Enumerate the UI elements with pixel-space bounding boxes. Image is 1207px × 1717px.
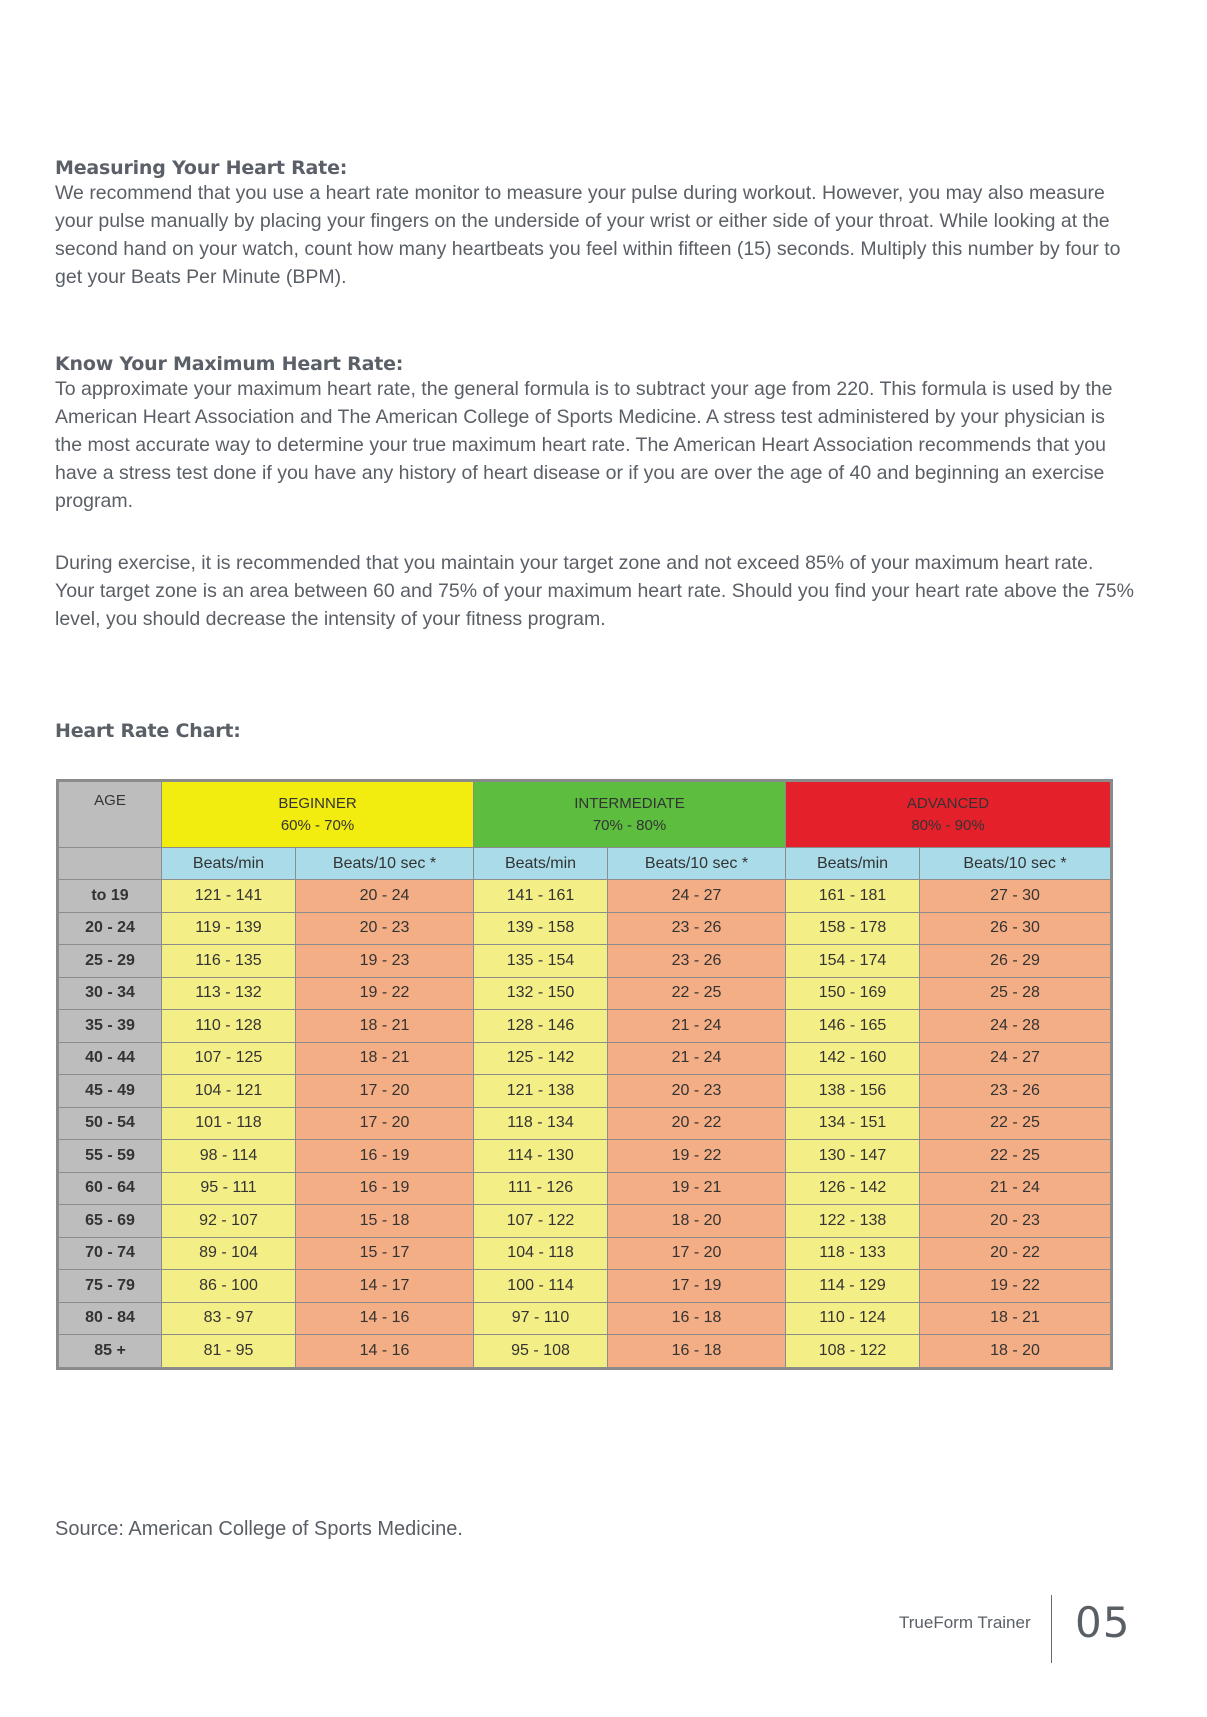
source-note: Source: American College of Sports Medicine. xyxy=(55,1518,463,1540)
advanced-10sec-cell: 20 - 23 xyxy=(920,1205,1111,1238)
table-row xyxy=(59,1140,1111,1173)
beginner-bpm-cell: 107 - 125 xyxy=(162,1042,296,1075)
beginner-10sec-cell: 17 - 20 xyxy=(296,1107,474,1140)
table-row xyxy=(59,1010,1111,1043)
advanced-bpm-cell: 118 - 133 xyxy=(786,1237,920,1270)
table-row xyxy=(59,977,1111,1010)
intermediate-bpm-cell: 95 - 108 xyxy=(474,1335,608,1368)
advanced-bpm-cell: 146 - 165 xyxy=(786,1010,920,1043)
group-range: 60% - 70% xyxy=(280,816,355,834)
table-row xyxy=(59,1237,1111,1270)
advanced-10sec-cell: 19 - 22 xyxy=(920,1270,1111,1303)
advanced-bpm-cell: 142 - 160 xyxy=(786,1042,920,1075)
beginner-10sec-cell: 14 - 16 xyxy=(296,1302,474,1335)
beginner-10sec-cell: 20 - 24 xyxy=(296,880,474,913)
age-cell: 55 - 59 xyxy=(59,1140,162,1173)
subheader-beats-10sec: Beats/10 sec * xyxy=(920,848,1111,880)
section-max-heart-rate xyxy=(55,353,1135,515)
age-cell: 70 - 74 xyxy=(59,1237,162,1270)
intermediate-10sec-cell: 23 - 26 xyxy=(608,945,786,978)
advanced-10sec-cell: 18 - 21 xyxy=(920,1302,1111,1335)
table-row xyxy=(59,1270,1111,1303)
page-number: 05 xyxy=(1075,1598,1131,1647)
table-row xyxy=(59,1302,1111,1335)
advanced-bpm-cell: 150 - 169 xyxy=(786,977,920,1010)
group-header-beginner xyxy=(162,782,474,848)
table-row xyxy=(59,1107,1111,1140)
intermediate-bpm-cell: 100 - 114 xyxy=(474,1270,608,1303)
intermediate-10sec-cell: 21 - 24 xyxy=(608,1042,786,1075)
beginner-10sec-cell: 15 - 17 xyxy=(296,1237,474,1270)
beginner-10sec-cell: 14 - 17 xyxy=(296,1270,474,1303)
beginner-10sec-cell: 17 - 20 xyxy=(296,1075,474,1108)
section-exercise xyxy=(55,549,1135,633)
age-header: AGE xyxy=(59,782,162,848)
intermediate-bpm-cell: 139 - 158 xyxy=(474,912,608,945)
advanced-10sec-cell: 20 - 22 xyxy=(920,1237,1111,1270)
beginner-10sec-cell: 18 - 21 xyxy=(296,1010,474,1043)
beginner-10sec-cell: 19 - 22 xyxy=(296,977,474,1010)
age-cell: 85 + xyxy=(59,1335,162,1368)
intermediate-bpm-cell: 97 - 110 xyxy=(474,1302,608,1335)
advanced-10sec-cell: 22 - 25 xyxy=(920,1140,1111,1173)
beginner-10sec-cell: 16 - 19 xyxy=(296,1140,474,1173)
paragraph-measuring: We recommend that you use a heart rate monitor to measure your pulse during workout. However, you may also measure your pulse manually by placing your fingers on the underside of your wrist or either side of your throat. While looking at the second hand on your watch, count how many heartbeats you feel within fifteen (15) seconds. Multiply this number by four to get your Beats Per Minute (BPM). xyxy=(55,182,1121,288)
age-cell: 25 - 29 xyxy=(59,945,162,978)
intermediate-bpm-cell: 121 - 138 xyxy=(474,1075,608,1108)
subheader-beats-min: Beats/min xyxy=(786,848,920,880)
intermediate-10sec-cell: 19 - 21 xyxy=(608,1172,786,1205)
intermediate-10sec-cell: 18 - 20 xyxy=(608,1205,786,1238)
beginner-bpm-cell: 101 - 118 xyxy=(162,1107,296,1140)
intermediate-bpm-cell: 107 - 122 xyxy=(474,1205,608,1238)
beginner-10sec-cell: 15 - 18 xyxy=(296,1205,474,1238)
intermediate-10sec-cell: 21 - 24 xyxy=(608,1010,786,1043)
advanced-10sec-cell: 23 - 26 xyxy=(920,1075,1111,1108)
age-cell: 35 - 39 xyxy=(59,1010,162,1043)
heading-heart-rate-chart: Heart Rate Chart: xyxy=(55,720,241,742)
age-cell: 75 - 79 xyxy=(59,1270,162,1303)
age-cell: 45 - 49 xyxy=(59,1075,162,1108)
beginner-10sec-cell: 20 - 23 xyxy=(296,912,474,945)
age-cell: 50 - 54 xyxy=(59,1107,162,1140)
heading-measuring: Measuring Your Heart Rate: xyxy=(55,157,348,179)
paragraph-max-heart-rate: To approximate your maximum heart rate, the general formula is to subtract your age from 220. This formula is used by the American Heart Association and The American College of Sports Medicine. A stress test administered by your physician is the most accurate way to determine your true maximum heart rate. The American Heart Association recommends that you have a stress test done if you have any history of heart disease or if you are over the age of 40 and beginning an exercise program. xyxy=(55,378,1113,512)
group-header-intermediate xyxy=(474,782,786,848)
subheader-beats-min: Beats/min xyxy=(162,848,296,880)
beginner-bpm-cell: 83 - 97 xyxy=(162,1302,296,1335)
beginner-bpm-cell: 98 - 114 xyxy=(162,1140,296,1173)
table-row xyxy=(59,1172,1111,1205)
beginner-bpm-cell: 110 - 128 xyxy=(162,1010,296,1043)
advanced-bpm-cell: 161 - 181 xyxy=(786,880,920,913)
beginner-10sec-cell: 16 - 19 xyxy=(296,1172,474,1205)
intermediate-bpm-cell: 111 - 126 xyxy=(474,1172,608,1205)
intermediate-10sec-cell: 16 - 18 xyxy=(608,1335,786,1368)
advanced-10sec-cell: 18 - 20 xyxy=(920,1335,1111,1368)
advanced-bpm-cell: 108 - 122 xyxy=(786,1335,920,1368)
table-row xyxy=(59,880,1111,913)
table-row xyxy=(59,1205,1111,1238)
subheader-beats-10sec: Beats/10 sec * xyxy=(608,848,786,880)
beginner-bpm-cell: 113 - 132 xyxy=(162,977,296,1010)
subheader-beats-min: Beats/min xyxy=(474,848,608,880)
intermediate-bpm-cell: 141 - 161 xyxy=(474,880,608,913)
table-body xyxy=(59,880,1111,1368)
advanced-10sec-cell: 26 - 29 xyxy=(920,945,1111,978)
age-cell: to 19 xyxy=(59,880,162,913)
intermediate-10sec-cell: 23 - 26 xyxy=(608,912,786,945)
intermediate-10sec-cell: 22 - 25 xyxy=(608,977,786,1010)
advanced-bpm-cell: 134 - 151 xyxy=(786,1107,920,1140)
intermediate-bpm-cell: 114 - 130 xyxy=(474,1140,608,1173)
beginner-bpm-cell: 116 - 135 xyxy=(162,945,296,978)
group-range: 70% - 80% xyxy=(592,816,667,834)
intermediate-bpm-cell: 118 - 134 xyxy=(474,1107,608,1140)
intermediate-10sec-cell: 16 - 18 xyxy=(608,1302,786,1335)
age-cell: 60 - 64 xyxy=(59,1172,162,1205)
advanced-bpm-cell: 126 - 142 xyxy=(786,1172,920,1205)
advanced-10sec-cell: 26 - 30 xyxy=(920,912,1111,945)
paragraph-exercise: During exercise, it is recommended that you maintain your target zone and not exceed 85% of your maximum heart rate. Your target zone is an area between 60 and 75% of your maximum heart rate. Should you find your heart rate above the 75% level, you should decrease the intensity of your fitness program. xyxy=(55,552,1134,630)
subheader-beats-10sec: Beats/10 sec * xyxy=(296,848,474,880)
table-row xyxy=(59,912,1111,945)
intermediate-bpm-cell: 104 - 118 xyxy=(474,1237,608,1270)
intermediate-10sec-cell: 20 - 22 xyxy=(608,1107,786,1140)
advanced-10sec-cell: 22 - 25 xyxy=(920,1107,1111,1140)
beginner-bpm-cell: 119 - 139 xyxy=(162,912,296,945)
age-cell: 65 - 69 xyxy=(59,1205,162,1238)
group-name: BEGINNER xyxy=(278,794,357,812)
table-row xyxy=(59,1075,1111,1108)
heading-max-heart-rate: Know Your Maximum Heart Rate: xyxy=(55,353,404,375)
group-name: ADVANCED xyxy=(906,794,990,812)
advanced-10sec-cell: 21 - 24 xyxy=(920,1172,1111,1205)
footer-brand: TrueForm Trainer xyxy=(899,1613,1031,1632)
beginner-bpm-cell: 81 - 95 xyxy=(162,1335,296,1368)
beginner-bpm-cell: 89 - 104 xyxy=(162,1237,296,1270)
beginner-10sec-cell: 14 - 16 xyxy=(296,1335,474,1368)
intermediate-10sec-cell: 24 - 27 xyxy=(608,880,786,913)
beginner-10sec-cell: 19 - 23 xyxy=(296,945,474,978)
subheader-blank xyxy=(59,848,162,880)
advanced-10sec-cell: 24 - 27 xyxy=(920,1042,1111,1075)
intermediate-bpm-cell: 128 - 146 xyxy=(474,1010,608,1043)
advanced-bpm-cell: 130 - 147 xyxy=(786,1140,920,1173)
advanced-10sec-cell: 24 - 28 xyxy=(920,1010,1111,1043)
beginner-bpm-cell: 121 - 141 xyxy=(162,880,296,913)
group-name: INTERMEDIATE xyxy=(574,794,685,812)
group-range: 80% - 90% xyxy=(911,816,985,834)
table-row xyxy=(59,945,1111,978)
advanced-bpm-cell: 122 - 138 xyxy=(786,1205,920,1238)
intermediate-10sec-cell: 20 - 23 xyxy=(608,1075,786,1108)
group-header-advanced xyxy=(786,782,1111,848)
table-row xyxy=(59,1042,1111,1075)
age-cell: 80 - 84 xyxy=(59,1302,162,1335)
intermediate-10sec-cell: 19 - 22 xyxy=(608,1140,786,1173)
beginner-bpm-cell: 86 - 100 xyxy=(162,1270,296,1303)
footer-divider xyxy=(1051,1595,1052,1663)
section-chart-heading xyxy=(55,720,1135,742)
age-cell: 20 - 24 xyxy=(59,912,162,945)
advanced-10sec-cell: 27 - 30 xyxy=(920,880,1111,913)
advanced-bpm-cell: 110 - 124 xyxy=(786,1302,920,1335)
advanced-bpm-cell: 158 - 178 xyxy=(786,912,920,945)
beginner-bpm-cell: 95 - 111 xyxy=(162,1172,296,1205)
section-measuring xyxy=(55,157,1135,291)
advanced-bpm-cell: 138 - 156 xyxy=(786,1075,920,1108)
advanced-bpm-cell: 114 - 129 xyxy=(786,1270,920,1303)
table-row xyxy=(59,1335,1111,1368)
intermediate-bpm-cell: 132 - 150 xyxy=(474,977,608,1010)
beginner-bpm-cell: 92 - 107 xyxy=(162,1205,296,1238)
intermediate-bpm-cell: 125 - 142 xyxy=(474,1042,608,1075)
heart-rate-table xyxy=(58,781,1111,1368)
beginner-bpm-cell: 104 - 121 xyxy=(162,1075,296,1108)
advanced-bpm-cell: 154 - 174 xyxy=(786,945,920,978)
beginner-10sec-cell: 18 - 21 xyxy=(296,1042,474,1075)
intermediate-10sec-cell: 17 - 20 xyxy=(608,1237,786,1270)
intermediate-10sec-cell: 17 - 19 xyxy=(608,1270,786,1303)
advanced-10sec-cell: 25 - 28 xyxy=(920,977,1111,1010)
age-cell: 40 - 44 xyxy=(59,1042,162,1075)
intermediate-bpm-cell: 135 - 154 xyxy=(474,945,608,978)
age-cell: 30 - 34 xyxy=(59,977,162,1010)
